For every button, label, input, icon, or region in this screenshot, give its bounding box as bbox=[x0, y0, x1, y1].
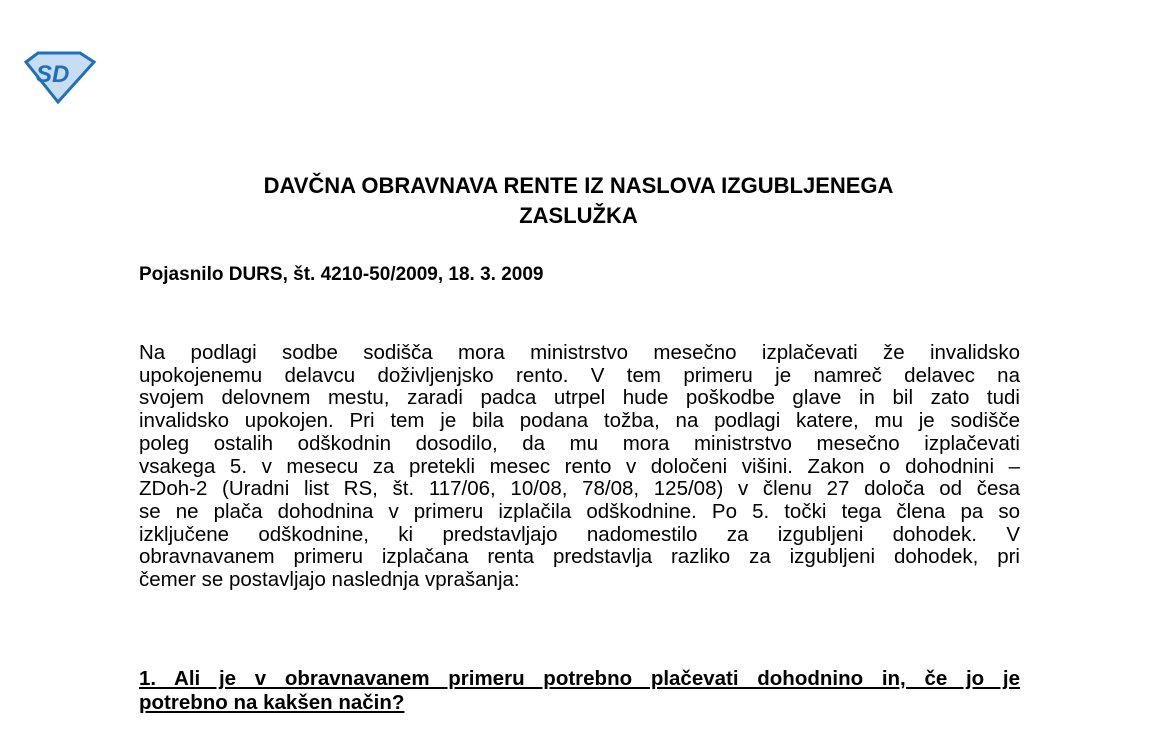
svg-text:SD: SD bbox=[36, 61, 70, 88]
sd-logo-icon bbox=[22, 50, 96, 104]
paragraph-line: ZDoh-2 (Uradni list RS, št. 117/06, 10/08, 78/08, 125/08) v členu 27 določa od česa bbox=[139, 477, 1020, 501]
document-subtitle: Pojasnilo DURS, št. 4210-50/2009, 18. 3. 2009 bbox=[139, 264, 544, 285]
paragraph-line: upokojenemu delavcu doživljenjsko rento. V tem primeru je namreč delavec na bbox=[139, 363, 1020, 387]
paragraph-line: poleg ostalih odškodnin dosodilo, da mu mora ministrstvo mesečno izplačevati bbox=[139, 431, 1020, 455]
paragraph-line: svojem delovnem mestu, zaradi padca utrpel hude poškodbe glave in bil zato tudi bbox=[139, 386, 1020, 410]
document-title bbox=[0, 171, 1157, 231]
paragraph-line: vsakega 5. v mesecu za pretekli mesec rento v določeni višini. Zakon o dohodnini – bbox=[139, 454, 1020, 478]
paragraph-line: invalidsko upokojen. Pri tem je bila podana tožba, na podlagi katere, mu je sodišče bbox=[139, 409, 1020, 433]
paragraph-line: čemer se postavljajo naslednja vprašanja: bbox=[139, 568, 520, 592]
question-heading bbox=[139, 667, 1020, 715]
body-paragraph bbox=[139, 342, 1020, 592]
title-line: ZASLUŽKA bbox=[519, 203, 638, 228]
paragraph-line: izključene odškodnine, ki predstavljajo nadomestilo za izgubljeni dohodek. V bbox=[139, 522, 1020, 546]
logo bbox=[22, 50, 96, 104]
paragraph-line: se ne plača dohodnina v primeru izplačila odškodnine. Po 5. točki tega člena pa so bbox=[139, 499, 1020, 523]
question-line: potrebno na kakšen način? bbox=[139, 691, 405, 714]
paragraph-line: Na podlagi sodbe sodišča mora ministrstvo mesečno izplačevati že invalidsko bbox=[139, 341, 1020, 364]
question-line: 1. Ali je v obravnavanem primeru potrebno plačevati dohodnino in, če jo je bbox=[139, 667, 1020, 690]
title-line: DAVČNA OBRAVNAVA RENTE IZ NASLOVA IZGUBLJENEGA bbox=[263, 173, 894, 198]
paragraph-line: obravnavanem primeru izplačana renta predstavlja razliko za izgubljeni dohodek, pri bbox=[139, 545, 1020, 569]
